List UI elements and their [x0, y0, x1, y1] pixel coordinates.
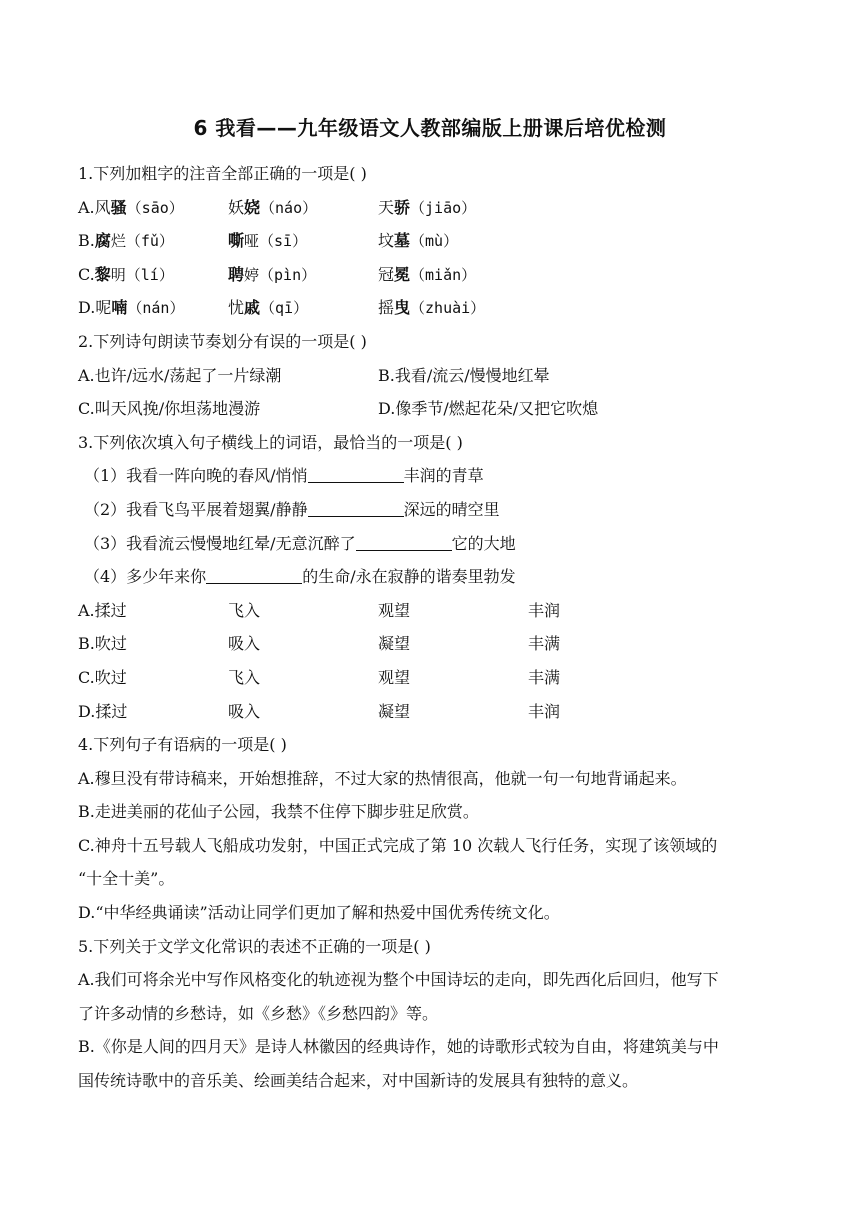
fill-blank: [356, 532, 452, 551]
q1-stem: 1.下列加粗字的注音全部正确的一项是( ): [78, 164, 367, 183]
q3-sentence-1: （1）我看一阵向晚的春风/悄悄 丰润的青草: [84, 466, 484, 486]
q3-sentence-3: （3）我看流云慢慢地红晕/无意沉醉了 它的大地: [84, 533, 516, 553]
q1-option-d: D.呢喃（nán） 忧戚（qī） 摇曳（zhuài）: [78, 298, 486, 318]
fill-blank: [206, 565, 302, 584]
q4-stem: 4.下列句子有语病的一项是( ): [78, 735, 287, 755]
q2-option-d: D.像季节/燃起花朵/又把它吹熄: [378, 399, 599, 419]
q4-option-b: B.走进美丽的花仙子公园，我禁不住停下脚步驻足欣赏。: [78, 802, 479, 822]
fill-blank: [308, 464, 404, 483]
q3-stem: 3.下列依次填入句子横线上的词语，最恰当的一项是( ): [78, 432, 463, 452]
q2-options-cd: [78, 392, 778, 426]
fill-blank: [308, 498, 404, 517]
q3-option-d: D.揉过 吸入 凝望 丰润: [78, 701, 561, 721]
q4-option-c-line1: C.神舟十五号载人飞船成功发射，中国正式完成了第 10 次载人飞行任务，实现了该领域的: [78, 835, 718, 855]
q4-option-d: D.“中华经典诵读”活动让同学们更加了解和热爱中国优秀传统文化。: [78, 903, 560, 923]
q2-option-b: B.我看/流云/慢慢地红晕: [378, 365, 550, 385]
q3-option-b: B.吹过 吸入 凝望 丰满: [78, 634, 561, 654]
q3-sentence-4: （4）多少年来你 的生命/永在寂静的谐奏里勃发: [84, 567, 516, 587]
q4-option-c-line2: “十全十美”。: [78, 869, 175, 889]
q3-option-c: C.吹过 飞入 观望 丰满: [78, 667, 561, 687]
q1-option-a: A.风骚（sāo） 妖娆（náo） 天骄（jiāo）: [78, 197, 477, 217]
q5-option-b-line1: B.《你是人间的四月天》是诗人林徽因的经典诗作，她的诗歌形式较为自由，将建筑美与中: [78, 1037, 719, 1057]
q2-option-c: C.叫天风挽/你坦荡地漫游: [78, 399, 261, 419]
q3-option-a: A.揉过 飞入 观望 丰润: [78, 600, 561, 620]
q3-sentence-2: （2）我看飞鸟平展着翅翼/静静 深远的晴空里: [84, 499, 500, 519]
q2-option-a: A.也许/远水/荡起了一片绿潮: [78, 365, 282, 385]
q2-options-ab: [78, 359, 778, 393]
q4-option-a: A.穆旦没有带诗稿来，开始想推辞，不过大家的热情很高，他就一句一句地背诵起来。: [78, 768, 687, 788]
q1-option-b: B.腐烂（fǔ） 嘶哑（sī） 坟墓（mù）: [78, 231, 459, 251]
q5-option-a-line1: A.我们可将余光中写作风格变化的轨迹视为整个中国诗坛的走向，即先西化后回归，他写下: [78, 970, 719, 990]
page-title: 6 我看——九年级语文人教部编版上册课后培优检测: [193, 116, 667, 140]
q5-option-b-line2: 国传统诗歌中的音乐美、绘画美结合起来，对中国新诗的发展具有独特的意义。: [78, 1071, 639, 1091]
q1-option-c: C.黎明（lí） 聘婷（pìn） 冠冕（miǎn）: [78, 264, 477, 284]
q5-stem: 5.下列关于文学文化常识的表述不正确的一项是( ): [78, 936, 431, 956]
q2-stem: 2.下列诗句朗读节奏划分有误的一项是( ): [78, 331, 367, 351]
q5-option-a-line2: 了许多动情的乡愁诗，如《乡愁》《乡愁四韵》等。: [78, 1003, 439, 1023]
question-list: [78, 157, 778, 1098]
